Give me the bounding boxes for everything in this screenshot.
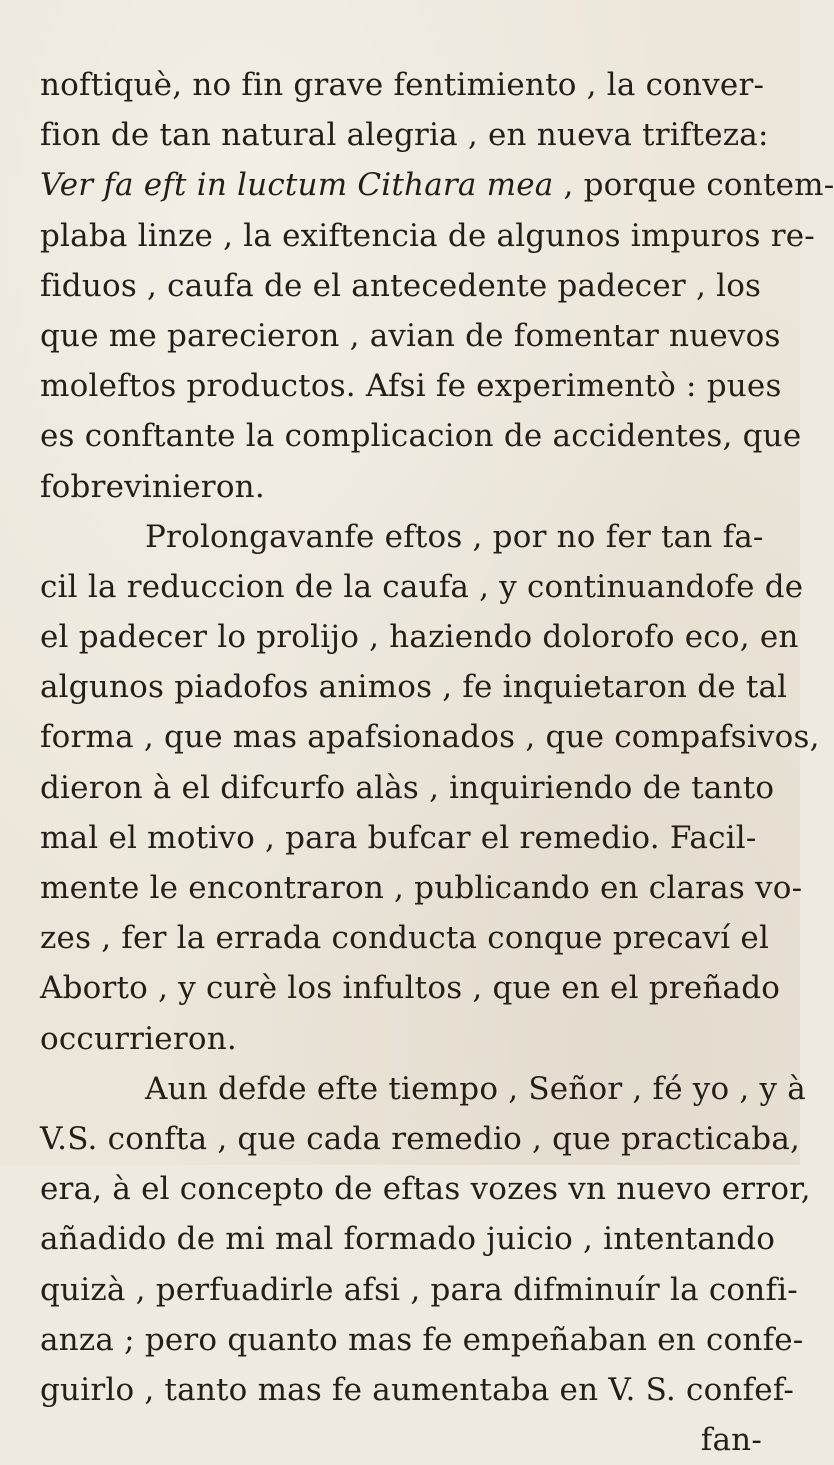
text-line-3: [40, 160, 834, 210]
text-line-5: fiduos , caufa de el antecedente padecer , los: [40, 267, 762, 304]
text-line-6: que me parecieron , avian de fomentar nuevos: [40, 317, 781, 354]
text-line-23: era, à el concepto de eftas vozes vn nuevo error,: [40, 1171, 811, 1208]
text-line-20: occurrieron.: [40, 1020, 237, 1057]
text-line-8: es conftante la complicacion de accidentes, que: [40, 418, 802, 455]
text-line-17: mente le encontraron , publicando en claras vo-: [40, 870, 803, 906]
text-line-18: zes , fer la errada conducta conque precaví el: [40, 920, 770, 957]
text-line-3-rest: , porque contem-: [553, 167, 834, 204]
text-line-2: fion de tan natural alegria , en nueva trifteza:: [40, 117, 769, 154]
paragraph-2-start: Prolongavanfe eftos , por no fer tan fa-: [145, 518, 764, 555]
text-line-4: plaba linze , la exiftencia de algunos impuros re-: [40, 217, 815, 254]
latin-quote: Ver fa eft in luctum Cithara mea: [40, 167, 554, 204]
text-line-24: añadido de mi mal formado juicio , intentando: [40, 1221, 776, 1258]
catchword: fan-: [700, 1422, 762, 1459]
page-body-text: [40, 60, 834, 1465]
text-line-13: algunos piadofos animos , fe inquietaron de tal: [40, 669, 788, 706]
text-line-26: anza ; pero quanto mas fe empeñaban en confe-: [40, 1321, 804, 1358]
text-line-22: V.S. confta , que cada remedio , que practicaba,: [40, 1120, 801, 1157]
paragraph-3-start: Aun defde efte tiempo , Señor , fé yo , y à: [145, 1070, 806, 1107]
text-line-16: mal el motivo , para bufcar el remedio. Facil-: [40, 819, 757, 856]
text-line-15: dieron à el difcurfo alàs , inquiriendo de tanto: [40, 769, 775, 806]
text-line-14: forma , que mas apafsionados , que compafsivos,: [40, 719, 820, 756]
text-line-12: el padecer lo prolijo , haziendo dolorofo eco, en: [40, 619, 799, 656]
text-line-25: quizà , perfuadirle afsi , para difminuír la confi-: [40, 1271, 798, 1308]
text-line-9: fobrevinieron.: [40, 468, 265, 505]
text-line-11: cil la reduccion de la caufa , y continuandofe de: [40, 568, 804, 605]
text-line-1: noftiquè, no fin grave fentimiento , la conver-: [40, 67, 765, 103]
text-line-27: guirlo , tanto mas fe aumentaba en V. S. confef-: [40, 1371, 795, 1408]
text-line-7: moleftos productos. Afsi fe experimentò : pues: [40, 368, 782, 405]
text-line-19: Aborto , y curè los infultos , que en el preñado: [40, 970, 781, 1007]
